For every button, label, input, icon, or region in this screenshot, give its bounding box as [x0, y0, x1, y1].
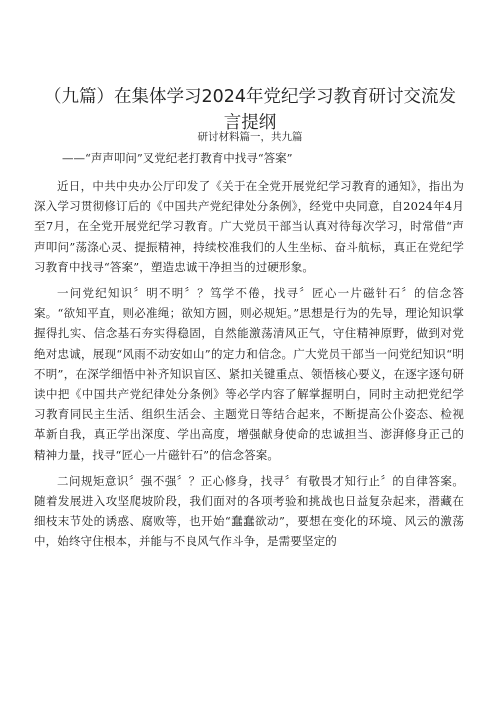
document-dash-line: ——“声声叩问”叉党纪老打教育中找寻“答案”	[62, 151, 293, 165]
paragraph-2: 一问党纪知识〞明不明〞？笃学不倦，找寻〞匠心一片磁针石〞的信念答案。“欲知平直，则必准绳；欲知方圆，则必规矩。”思想是行为的先导，理论知识掌握得扎实、信念基石夯实得稳固，自然能激荡清风正气，守住精神原野，做到对党绝对忠诚，展现“风雨不动安如山”的定力和信念。广大党员干部当一问党纪知识“明不明”，在深学细悟中补齐知识盲区、紧扣关键重点、领悟核心要义，在逐字逐句研读中把《中国共产党纪律处分条例》等必学内容了解掌握明白，同时主动把党纪学习教育同民主生活、组织生活会、主题党日等结合起来，不断提高公仆姿态、检视革新自我，真正学出深度、学出高度，增强献身使命的忠诚担当、澎湃修身正己的精神力量，找寻“匠心一片磁针石”的信念答案。	[34, 286, 464, 462]
paragraph-3: 二问规矩意识〞强不强〞？正心修身，找寻〞有敬畏才知行止〞的自律答案。随着发展进入攻坚爬坡阶段，我们面对的各项考验和挑战也日益复杂起来，潜藏在细枝末节处的诱惑、腐败等，也开始“蠢蠢欲动”，要想在变化的环境、风云的激荡中，始终守住根本，并能与不良风气作斗争，是需要坚定的	[34, 473, 464, 549]
document-title: （九篇）在集体学习2024年党纪学习教育研讨交流发言提纲	[43, 86, 457, 133]
document-body	[34, 176, 464, 552]
paragraph-1: 近日，中共中央办公厅印发了《关于在全党开展党纪学习教育的通知》，指出为深入学习贯彻修订后的《中国共产党纪律处分条例》，经党中央同意，自2024年4月至7月，在全党开展党纪学习教育。广大党员干部当认真对待每次学习，时常借“声声叩问”荡涤心灵、提振精神，持续校准我们的人生坐标、奋斗航标，真正在党纪学习教育中找寻“答案”，塑造忠诚干净担当的过硬形象。	[34, 179, 464, 274]
document-subhead: 研讨材料篇一，共九篇	[197, 131, 303, 143]
